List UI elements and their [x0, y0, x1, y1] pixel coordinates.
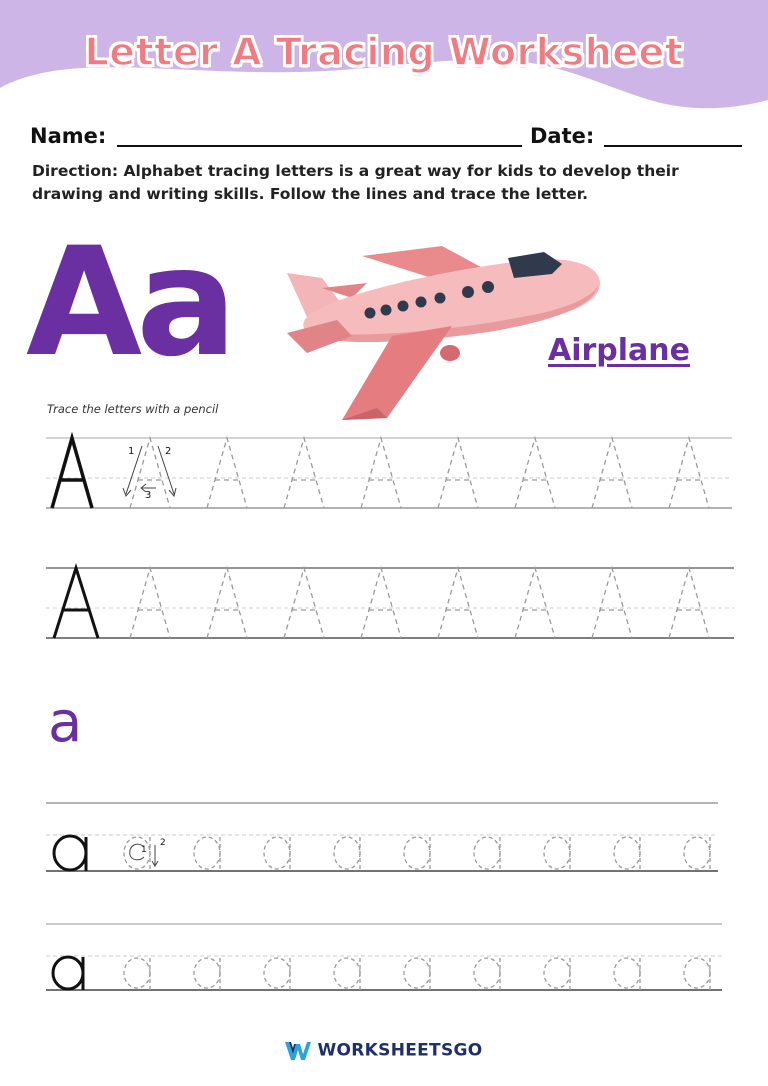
page-title: Letter A Tracing Worksheet — [84, 30, 684, 74]
footer-logo — [0, 1040, 768, 1061]
lowercase-letter-display: a — [48, 690, 83, 755]
direction-text: Direction: Alphabet tracing letters is a great way for kids to develop their drawing and writing skills. Follow the lines and trace the letter. — [32, 162, 679, 203]
lowercase-stroke-number-1: 1 — [141, 845, 147, 855]
showcase-letters: Aa — [26, 216, 232, 390]
showcase-word: Airplane — [548, 333, 691, 368]
airplane-illustration — [282, 238, 602, 423]
date-line[interactable] — [604, 145, 742, 147]
logo-text: WORKSHEETSGO — [317, 1040, 483, 1061]
uppercase-trace-row-2[interactable] — [0, 562, 768, 644]
uppercase-trace-row-1[interactable] — [0, 432, 768, 514]
stroke-number-1: 1 — [128, 446, 135, 457]
worksheetsgo-w-icon — [285, 1042, 311, 1060]
lowercase-trace-row-1[interactable] — [0, 795, 768, 880]
name-label: Name: — [30, 124, 107, 148]
lowercase-stroke-number-2: 2 — [160, 838, 166, 848]
stroke-number-3: 3 — [145, 490, 152, 501]
date-label: Date: — [530, 124, 595, 148]
stroke-number-2: 2 — [165, 446, 172, 457]
trace-instruction: Trace the letters with a pencil — [47, 402, 219, 416]
lowercase-trace-row-2[interactable] — [0, 918, 768, 998]
name-line[interactable] — [117, 145, 522, 147]
